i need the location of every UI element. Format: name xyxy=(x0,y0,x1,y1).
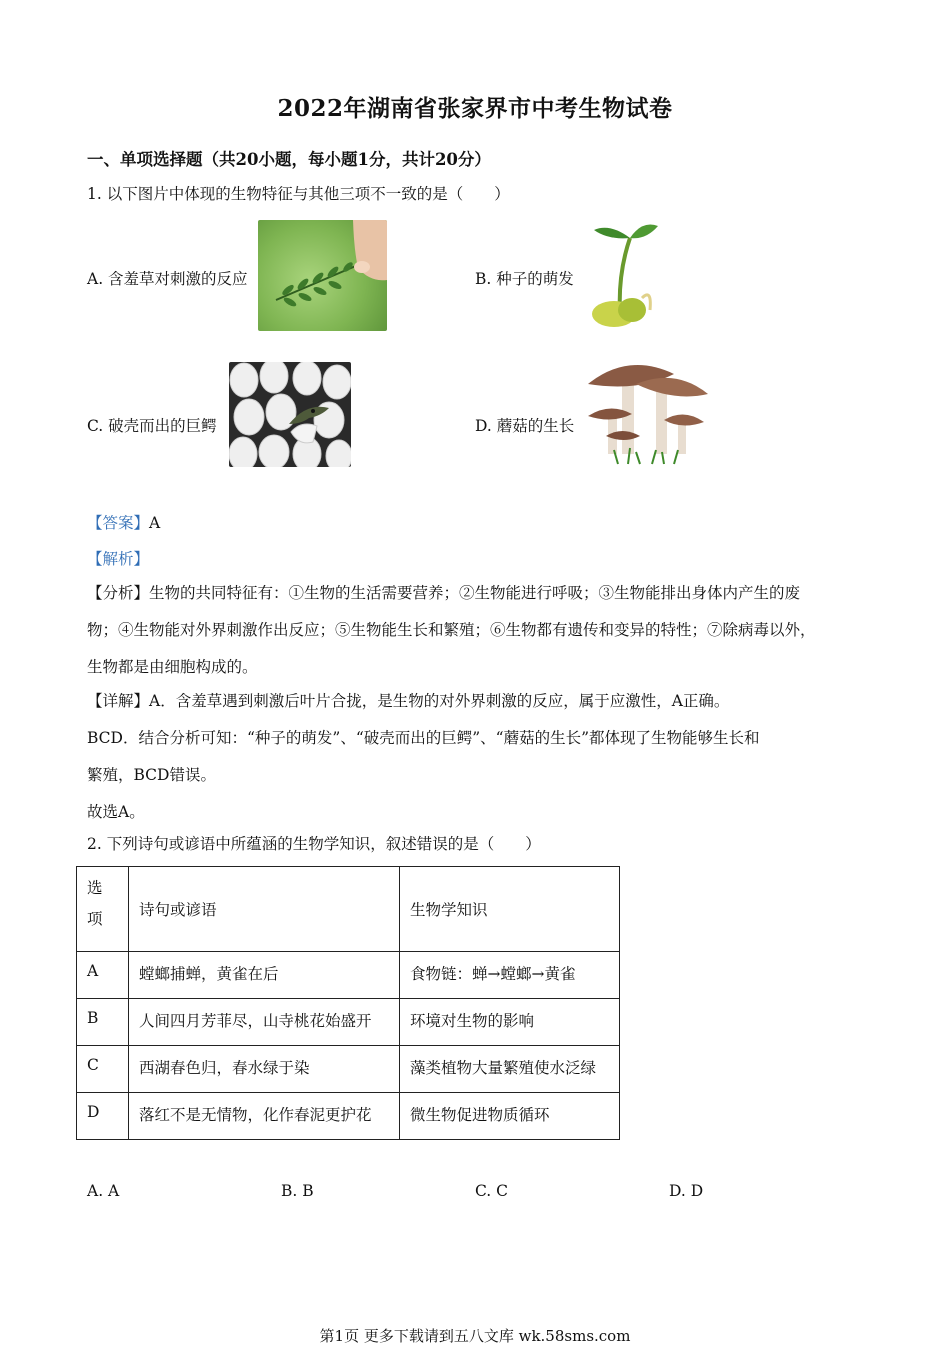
fenxi-line: 物；④生物能对外界刺激作出反应；⑤生物能生长和繁殖；⑥生物都有遗传和变异的特性；⑦除病毒以外， xyxy=(87,621,816,639)
header-cell-poem: 诗句或谚语 xyxy=(129,867,400,952)
crocodile-hatching-image xyxy=(229,362,351,467)
fenxi-tag: 【分析】 xyxy=(87,584,150,602)
table-row: B 人间四月芳菲尽，山寺桃花始盛开 环境对生物的影响 xyxy=(77,999,620,1046)
table-row: D 落红不是无情物，化作春泥更护花 微生物促进物质循环 xyxy=(77,1093,620,1140)
fenxi-line: 生物的共同特征有：①生物的生活需要营养；②生物能进行呼吸；③生物能排出身体内产生的废 xyxy=(149,584,801,602)
xiangjie-line: 故选A。 xyxy=(87,803,145,821)
q1-option-c: C. 破壳而出的巨鳄 xyxy=(87,417,217,435)
q1-answer xyxy=(87,513,160,533)
page-footer: 第1页 更多下载请到五八文库 wk.58sms.com xyxy=(319,1327,631,1345)
table-row: C 西湖春色归，春水绿于染 藻类植物大量繁殖使水泛绿 xyxy=(77,1046,620,1093)
q2-choice-a: A. A xyxy=(87,1182,120,1200)
q1-stem: 1. 以下图片中体现的生物特征与其他三项不一致的是（ ） xyxy=(87,185,510,203)
q2-choice-c: C. C xyxy=(475,1182,509,1200)
analysis-tag: 【解析】 xyxy=(87,550,150,568)
q2-choice-d: D. D xyxy=(669,1182,704,1200)
mimosa-image xyxy=(258,220,387,331)
header-cell-knowledge: 生物学知识 xyxy=(400,867,620,952)
xiangjie-tag: 【详解】 xyxy=(87,692,150,710)
q2-stem: 2. 下列诗句或谚语中所蕴涵的生物学知识，叙述错误的是（ ） xyxy=(87,835,541,853)
answer-tag: 【答案】 xyxy=(87,514,150,532)
answer-value: A xyxy=(149,514,161,532)
q2-table xyxy=(76,866,620,1140)
q1-option-b: B. 种子的萌发 xyxy=(475,270,574,288)
sprouting-seed-image xyxy=(580,218,660,330)
section-header: 一、单项选择题（共20小题，每小题1分，共计20分） xyxy=(87,150,491,169)
document-title: 2022年湖南省张家界市中考生物试卷 xyxy=(277,95,673,122)
xiangjie-line: A．含羞草遇到刺激后叶片合拢，是生物的对外界刺激的反应，属于应激性，A正确。 xyxy=(149,692,730,710)
q1-option-a: A. 含羞草对刺激的反应 xyxy=(87,270,248,288)
xiangjie-paragraph xyxy=(87,683,872,831)
q1-option-d: D. 蘑菇的生长 xyxy=(475,417,575,435)
xiangjie-line: 繁殖，BCD错误。 xyxy=(87,766,216,784)
xiangjie-line: BCD．结合分析可知：“种子的萌发”、“破壳而出的巨鳄”、“蘑菇的生长”都体现了生物能够生长和 xyxy=(87,729,760,747)
table-row: A 螳螂捕蝉，黄雀在后 食物链：蝉→螳螂→黄雀 xyxy=(77,952,620,999)
table-header-row xyxy=(77,867,620,952)
fenxi-paragraph xyxy=(87,575,872,686)
header-cell-option: 选 项 xyxy=(77,867,129,952)
fenxi-line: 生物都是由细胞构成的。 xyxy=(87,658,258,676)
q2-choice-b: B. B xyxy=(281,1182,314,1200)
mushroom-image xyxy=(578,354,710,468)
